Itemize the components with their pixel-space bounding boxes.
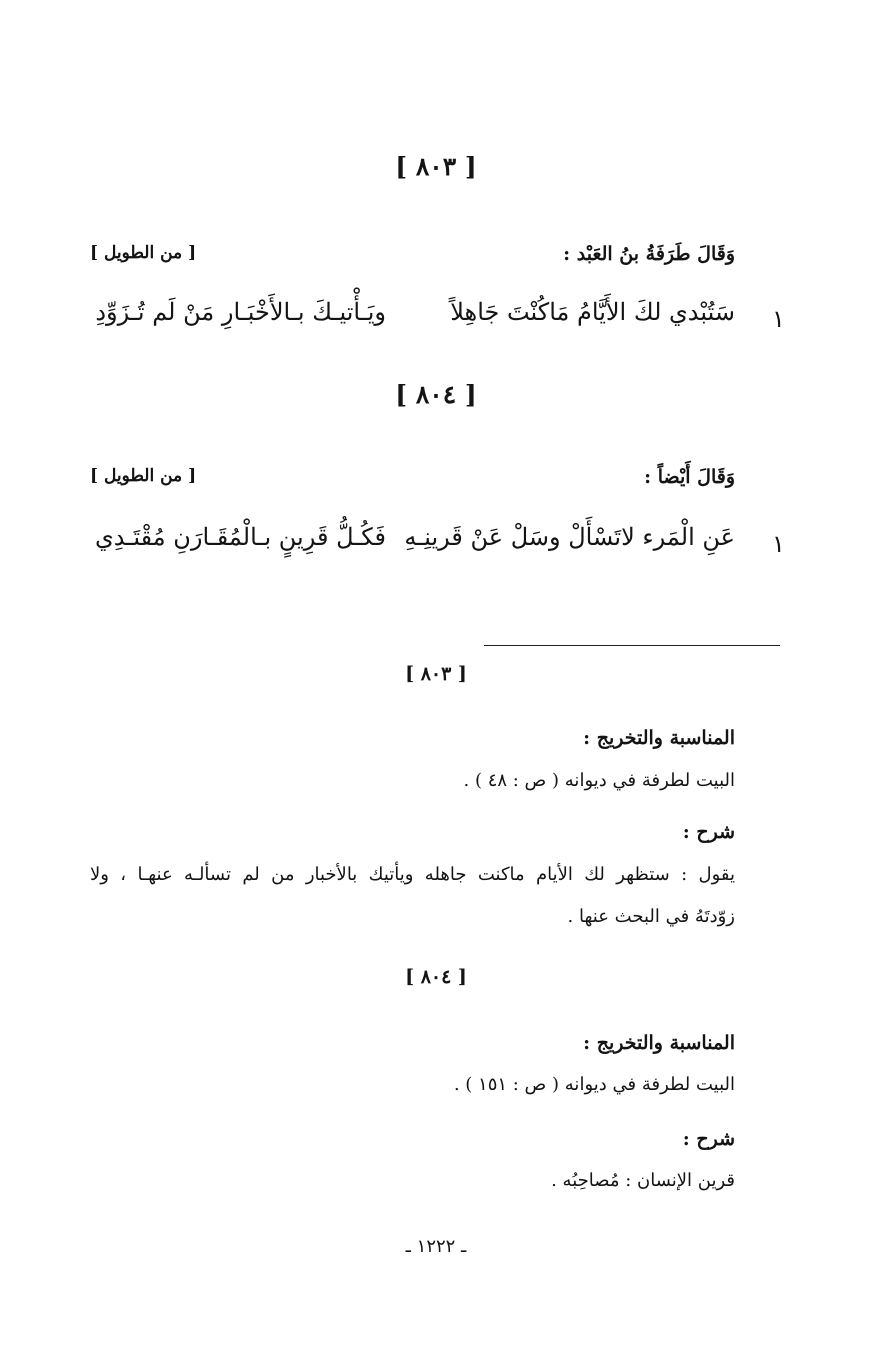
note-803-commentary-line-1: يقول : ستظهر لك الأيام ماكنت جاهله ويأتيك بالأخبار من لم تسألـه عنهـا ، ولا [90, 864, 735, 885]
poem-803-hemistich-1: سَتُبْدي لكَ الأَيَّامُ مَاكُنْتَ جَاهِلاً [450, 298, 735, 326]
footnote-divider [484, 645, 780, 646]
note-804-source-text: البيت لطرفة في ديوانه ( ص : ١٥١ ) . [453, 1074, 735, 1095]
poem-804-verse-number: ١ [772, 530, 785, 558]
poem-804-hemistich-2: فَكُـلُّ قَرِينٍ بـالْمُقَـارَنِ مُقْتَـدِي [94, 523, 386, 551]
poem-803-intro: وَقَالَ طَرَفَةُ بنُ العَبْد : [563, 243, 735, 265]
note-803-commentary-label: شرح : [682, 821, 735, 843]
poem-803-meter: [ من الطويل ] [90, 243, 197, 263]
poem-804-number: [ ٨٠٤ ] [395, 380, 477, 409]
poem-803-number: [ ٨٠٣ ] [395, 152, 477, 181]
note-804-number: [ ٨٠٤ ] [405, 966, 467, 988]
poem-803-verse-number: ١ [772, 305, 785, 333]
note-803-source-label: المناسبة والتخريج : [583, 727, 735, 749]
poem-804-meter: [ من الطويل ] [90, 466, 197, 486]
note-803-number: [ ٨٠٣ ] [405, 663, 467, 685]
poem-804-intro: وَقَالَ أَيْضاً : [644, 466, 735, 488]
poem-804-hemistich-1: عَنِ الْمَرء لاتَسْأَلْ وسَلْ عَنْ قَرينِـهِ [404, 523, 735, 551]
note-804-commentary-line-1: قرين الإنسان : مُصاحِبُه . [551, 1170, 735, 1191]
note-804-commentary-label: شرح : [682, 1128, 735, 1150]
poem-803-hemistich-2: ويَـأْتيـكَ بـالأَخْبَـارِ مَنْ لَم تُـزَوِّدِ [95, 298, 386, 326]
page-number: ـ ١٢٢٢ ـ [405, 1236, 467, 1257]
note-804-source-label: المناسبة والتخريج : [583, 1032, 735, 1054]
note-803-commentary-line-2: زوّدتَهُ في البحث عنها . [567, 906, 735, 927]
note-803-source-text: البيت لطرفة في ديوانه ( ص : ٤٨ ) . [463, 770, 735, 791]
